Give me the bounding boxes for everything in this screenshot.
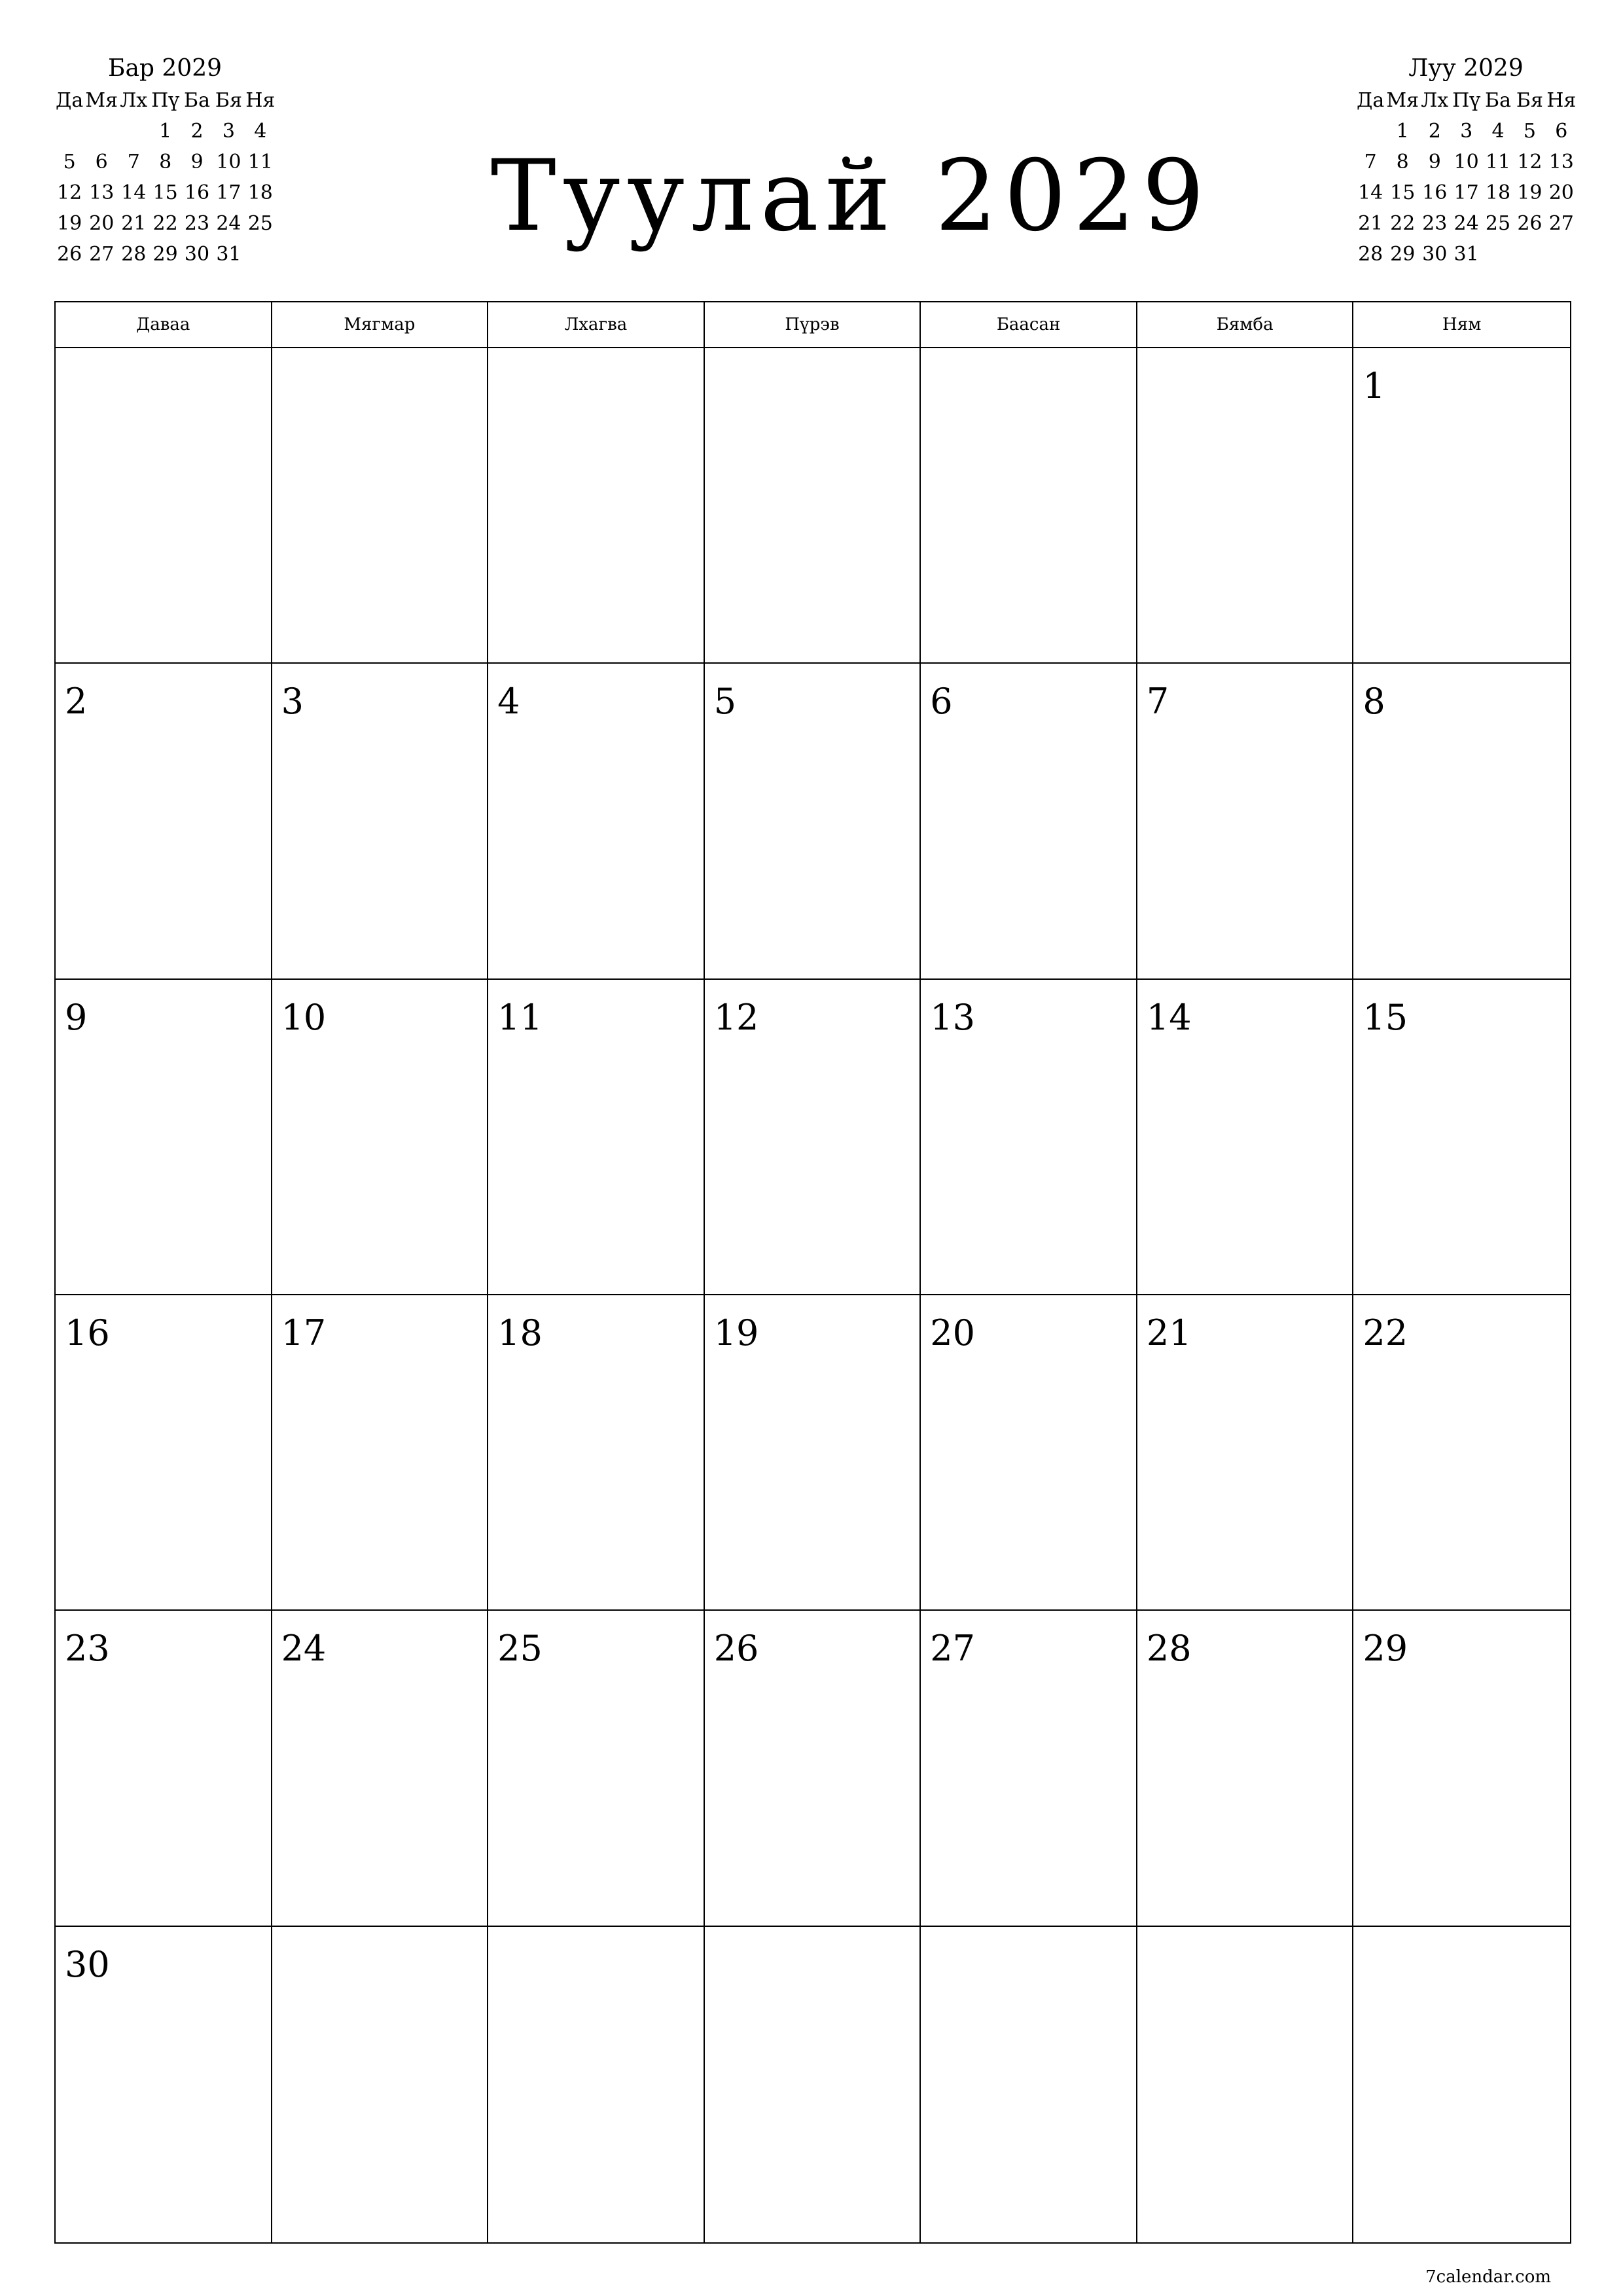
day-number: 10 [281, 996, 327, 1038]
day-number: 24 [281, 1628, 327, 1670]
mini-calendar-next-day: 13 [1548, 151, 1574, 173]
mini-calendar-prev-weekday-header: Мя [85, 89, 118, 112]
day-cell[interactable] [705, 980, 921, 1295]
day-cell[interactable] [488, 664, 705, 979]
mini-calendar-prev-day: 13 [89, 181, 115, 204]
mini-calendar-prev-day: 6 [95, 151, 108, 173]
mini-calendar-next-day: 12 [1517, 151, 1543, 173]
day-cell[interactable] [272, 980, 489, 1295]
mini-calendar-next-day: 30 [1422, 243, 1448, 266]
mini-calendar-next-weekday-header: Ба [1485, 89, 1511, 112]
day-cell[interactable] [272, 348, 489, 664]
mini-calendar-next-day: 11 [1485, 151, 1511, 173]
day-number: 7 [1146, 681, 1169, 723]
mini-calendar-prev-grid [54, 85, 276, 270]
weekday-header: Ням [1353, 302, 1570, 348]
weekday-header: Даваа [56, 302, 272, 348]
mini-calendar-next-grid [1355, 85, 1577, 270]
mini-calendar-prev-day: 12 [57, 181, 82, 204]
mini-calendar-next-day: 20 [1548, 181, 1574, 204]
day-cell[interactable] [56, 348, 272, 664]
mini-calendar-next-day: 31 [1454, 243, 1479, 266]
mini-calendar-next-day: 25 [1485, 212, 1511, 235]
mini-calendar-prev-day: 11 [247, 151, 273, 173]
mini-calendar-next-title: Луу 2029 [1408, 55, 1524, 82]
mini-calendar-next-day: 15 [1390, 181, 1416, 204]
day-cell[interactable] [705, 1611, 921, 1926]
mini-calendar-prev [54, 52, 276, 270]
day-cell[interactable] [488, 1295, 705, 1611]
mini-calendar-next-day: 5 [1523, 120, 1536, 143]
weekday-header: Мягмар [272, 302, 489, 348]
weekday-header: Лхагва [488, 302, 705, 348]
mini-calendar-next-empty [1355, 116, 1386, 147]
mini-calendar-prev-day: 7 [127, 151, 140, 173]
day-cell[interactable] [705, 1295, 921, 1611]
day-number: 20 [930, 1312, 975, 1354]
mini-calendar-prev-day: 4 [254, 120, 267, 143]
mini-calendar-prev-weekday-header: Бя [215, 89, 242, 112]
mini-calendar-prev-day: 14 [121, 181, 147, 204]
mini-calendar-next-day: 6 [1555, 120, 1568, 143]
day-number: 4 [497, 681, 520, 723]
mini-calendar-next-weekday-header: Лх [1421, 89, 1449, 112]
day-number: 13 [930, 996, 975, 1038]
day-cell[interactable] [1137, 980, 1354, 1295]
day-number: 3 [281, 681, 304, 723]
day-cell[interactable] [705, 348, 921, 664]
day-cell[interactable] [272, 1611, 489, 1926]
mini-calendar-prev-day: 26 [57, 243, 82, 266]
day-cell[interactable] [1353, 980, 1570, 1295]
day-number: 2 [65, 681, 88, 723]
day-number: 25 [497, 1628, 543, 1670]
mini-calendar-prev-day: 22 [152, 212, 178, 235]
mini-calendar-next-weekday-header: Ня [1546, 89, 1577, 112]
mini-calendar-prev-day: 29 [152, 243, 178, 266]
day-number: 15 [1363, 996, 1408, 1038]
mini-calendar-prev-day: 21 [121, 212, 147, 235]
mini-calendar-next-day: 27 [1548, 212, 1574, 235]
day-cell[interactable] [272, 664, 489, 979]
mini-calendar-prev-day: 24 [216, 212, 241, 235]
mini-calendar-next-day: 10 [1454, 151, 1479, 173]
day-cell[interactable] [56, 664, 272, 979]
day-number: 22 [1363, 1312, 1408, 1354]
day-number: 8 [1363, 681, 1385, 723]
day-number: 9 [65, 996, 88, 1038]
weekday-header: Пүрэв [705, 302, 921, 348]
day-number: 17 [281, 1312, 327, 1354]
mini-calendar-next-day: 26 [1517, 212, 1543, 235]
day-number: 14 [1146, 996, 1192, 1038]
mini-calendar-prev-day: 1 [159, 120, 172, 143]
weekday-header: Бямба [1137, 302, 1354, 348]
mini-calendar-prev-day: 27 [89, 243, 115, 266]
day-cell[interactable] [921, 348, 1137, 664]
day-number: 26 [713, 1628, 759, 1670]
day-cell[interactable] [1353, 1927, 1570, 2242]
day-cell[interactable] [272, 1927, 489, 2242]
day-cell[interactable] [705, 664, 921, 979]
day-cell[interactable] [921, 664, 1137, 979]
mini-calendar-prev-weekday-header: Да [56, 89, 84, 112]
day-number: 5 [713, 681, 737, 723]
mini-calendar-next-day: 17 [1454, 181, 1479, 204]
mini-calendar-prev-empty [118, 116, 149, 147]
day-cell[interactable] [921, 1295, 1137, 1611]
mini-calendar-prev-day: 28 [121, 243, 147, 266]
mini-calendar-prev-day: 31 [216, 243, 241, 266]
mini-calendar-prev-day: 19 [57, 212, 82, 235]
day-cell[interactable] [488, 1611, 705, 1926]
day-number: 30 [65, 1943, 110, 1985]
day-cell[interactable] [1137, 348, 1354, 664]
day-cell[interactable] [1137, 1611, 1354, 1926]
mini-calendar-prev-day: 9 [190, 151, 204, 173]
footer-site: 7calendar.com [1425, 2267, 1551, 2287]
day-cell[interactable] [1353, 1611, 1570, 1926]
mini-calendar-next-day: 22 [1390, 212, 1416, 235]
mini-calendar-next-day: 18 [1485, 181, 1511, 204]
mini-calendar-next-day: 9 [1428, 151, 1441, 173]
day-cell[interactable] [488, 980, 705, 1295]
mini-calendar-next-weekday-header: Да [1357, 89, 1385, 112]
day-cell[interactable] [56, 1611, 272, 1926]
day-number: 29 [1363, 1628, 1408, 1670]
mini-calendar-next-day: 3 [1460, 120, 1473, 143]
day-cell[interactable] [56, 980, 272, 1295]
day-number: 21 [1146, 1312, 1192, 1354]
day-cell[interactable] [488, 1927, 705, 2242]
mini-calendar-next-weekday-header: Пү [1452, 89, 1481, 112]
day-cell[interactable] [921, 1927, 1137, 2242]
mini-calendar-prev-day: 3 [222, 120, 235, 143]
mini-calendar-next-day: 7 [1364, 151, 1377, 173]
day-number: 18 [497, 1312, 543, 1354]
day-number: 23 [65, 1628, 110, 1670]
mini-calendar-prev-day: 16 [184, 181, 210, 204]
day-cell[interactable] [921, 1611, 1137, 1926]
mini-calendar-prev-day: 23 [184, 212, 210, 235]
day-number: 11 [497, 996, 543, 1038]
day-cell[interactable] [488, 348, 705, 664]
mini-calendar-prev-day: 15 [152, 181, 178, 204]
mini-calendar-next-day: 2 [1428, 120, 1441, 143]
mini-calendar-next-day: 21 [1358, 212, 1383, 235]
mini-calendar-next-day: 29 [1390, 243, 1416, 266]
day-number: 19 [713, 1312, 759, 1354]
day-number: 12 [713, 996, 759, 1038]
mini-calendar-prev-day: 20 [89, 212, 115, 235]
mini-calendar-prev-day: 30 [184, 243, 210, 266]
mini-calendar-next-weekday-header: Мя [1386, 89, 1419, 112]
mini-calendar-next-day: 24 [1454, 212, 1479, 235]
day-cell[interactable] [1137, 1927, 1354, 2242]
mini-calendar-next-day: 16 [1422, 181, 1448, 204]
mini-calendar-next-day: 23 [1422, 212, 1448, 235]
day-number: 27 [930, 1628, 975, 1670]
day-number: 16 [65, 1312, 110, 1354]
month-grid [54, 301, 1571, 2244]
mini-calendar-prev-day: 17 [216, 181, 241, 204]
page-title: Туулай 2029 [490, 139, 1211, 253]
day-cell[interactable] [1353, 664, 1570, 979]
mini-calendar-prev-weekday-header: Ня [245, 89, 276, 112]
day-cell[interactable] [705, 1927, 921, 2242]
mini-calendar-prev-day: 2 [190, 120, 204, 143]
mini-calendar-prev-day: 5 [63, 151, 76, 173]
mini-calendar-prev-title: Бар 2029 [107, 55, 223, 82]
weekday-header: Баасан [921, 302, 1137, 348]
mini-calendar-next-day: 4 [1491, 120, 1505, 143]
mini-calendar-next-day: 14 [1358, 181, 1383, 204]
mini-calendar-prev-day: 10 [216, 151, 241, 173]
mini-calendar-prev-empty [85, 116, 118, 147]
day-cell[interactable] [1137, 1295, 1354, 1611]
mini-calendar-next-day: 8 [1396, 151, 1409, 173]
mini-calendar-prev-empty [54, 116, 85, 147]
mini-calendar-prev-day: 25 [247, 212, 273, 235]
day-cell[interactable] [272, 1295, 489, 1611]
day-cell[interactable] [56, 1927, 272, 2242]
day-number: 28 [1146, 1628, 1192, 1670]
day-cell[interactable] [1137, 664, 1354, 979]
day-number: 1 [1363, 365, 1385, 406]
mini-calendar-prev-weekday-header: Пү [151, 89, 180, 112]
mini-calendar-prev-day: 18 [247, 181, 273, 204]
mini-calendar-next-day: 28 [1358, 243, 1383, 266]
day-cell[interactable] [1353, 348, 1570, 664]
day-cell[interactable] [56, 1295, 272, 1611]
day-cell[interactable] [921, 980, 1137, 1295]
mini-calendar-prev-weekday-header: Ба [184, 89, 210, 112]
mini-calendar-next-day: 1 [1396, 120, 1409, 143]
mini-calendar-next [1355, 52, 1577, 270]
day-cell[interactable] [1353, 1295, 1570, 1611]
day-number: 6 [930, 681, 953, 723]
mini-calendar-prev-day: 8 [159, 151, 172, 173]
mini-calendar-next-weekday-header: Бя [1516, 89, 1543, 112]
mini-calendar-next-day: 19 [1517, 181, 1543, 204]
mini-calendar-prev-weekday-header: Лх [120, 89, 148, 112]
